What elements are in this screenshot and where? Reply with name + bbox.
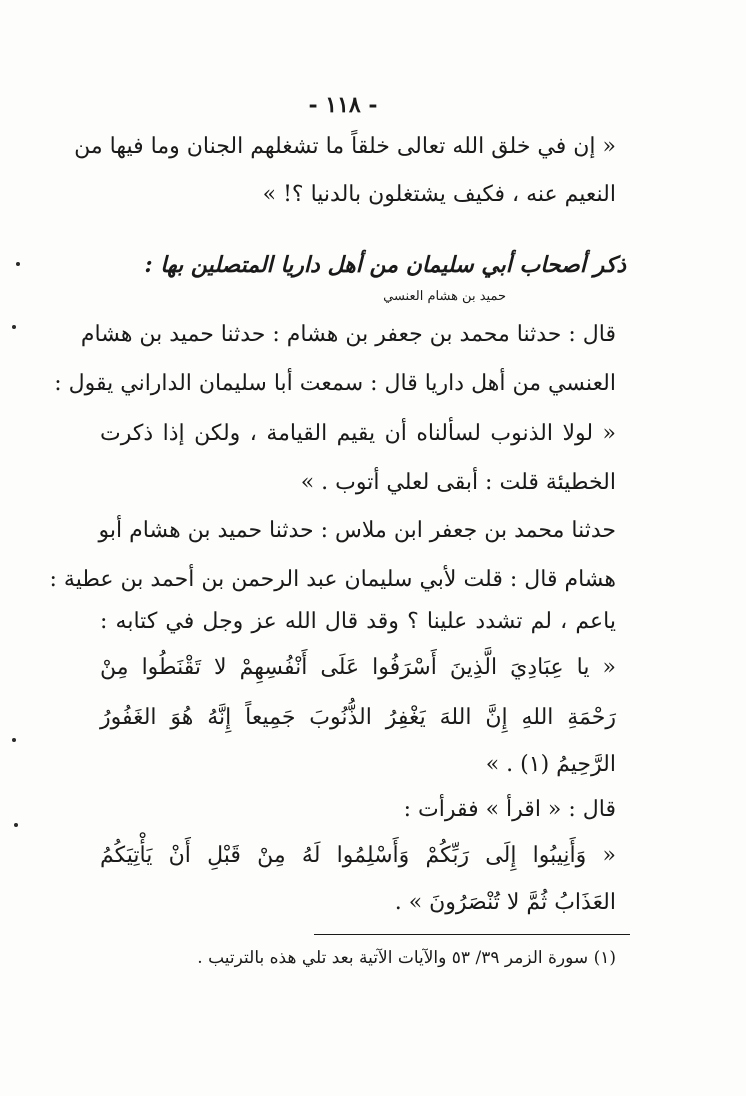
text-line: ياعم ، لم تشدد علينا ؟ وقد قال الله عز وجل في كتابه : — [100, 609, 616, 634]
margin-speck — [16, 262, 20, 266]
footnote: (١) سورة الزمر ٣٩/ ٥٣ والآيات الآتية بعد تلي هذه بالترتيب . — [197, 948, 616, 968]
text-line: حدثنا محمد بن جعفر ابن ملاس : حدثنا حميد بن هشام أبو — [98, 518, 616, 543]
quran-verse-line: « وَأَنِيبُوا إِلَى رَبِّكُمْ وَأَسْلِمُوا لَهُ مِنْ قَبْلِ أَنْ يَأْتِيَكُمُ — [100, 843, 616, 868]
page-number: - ١١٨ - — [308, 92, 378, 118]
text-line: النعيم عنه ، فكيف يشتغلون بالدنيا ؟! » — [262, 182, 616, 207]
margin-speck — [14, 823, 18, 827]
text-line: « لولا الذنوب لسألناه أن يقيم القيامة ، ولكن إذا ذكرت — [100, 421, 616, 446]
text-line: الخطيئة قلت : أبقى لعلي أتوب . » — [300, 470, 616, 495]
quran-verse-line: الرَّحِيمُ (١) . » — [485, 752, 616, 777]
text-line: العنسي من أهل داريا قال : سمعت أبا سليمان الداراني يقول : — [54, 371, 616, 396]
text-line: « إن في خلق الله تعالى خلقاً ما تشغلهم الجنان وما فيها من — [74, 134, 616, 159]
subheading: حميد بن هشام العنسي — [383, 289, 506, 304]
quran-verse-line: العَذَابُ ثُمَّ لا تُنْصَرُونَ » . — [394, 890, 616, 915]
text-line: هشام قال : قلت لأبي سليمان عبد الرحمن بن أحمد بن عطية : — [49, 567, 616, 592]
section-heading: ذكر أصحاب أبي سليمان من أهل داريا المتصلين بها : — [144, 252, 626, 278]
quran-verse-line: رَحْمَةِ اللهِ إِنَّ اللهَ يَغْفِرُ الذُّنُوبَ جَمِيعاً إِنَّهُ هُوَ الغَفُورُ — [100, 705, 616, 730]
text-line: قال : حدثنا محمد بن جعفر بن هشام : حدثنا حميد بن هشام — [80, 322, 616, 347]
margin-speck — [12, 325, 16, 329]
footnote-divider — [314, 934, 630, 935]
quran-verse-line: « يا عِبَادِيَ الَّذِينَ أَسْرَفُوا عَلَى أَنْفُسِهِمْ لا تَقْنَطُوا مِنْ — [100, 655, 616, 680]
text-line: قال : « اقرأ » فقرأت : — [403, 797, 616, 822]
margin-speck — [12, 738, 16, 742]
